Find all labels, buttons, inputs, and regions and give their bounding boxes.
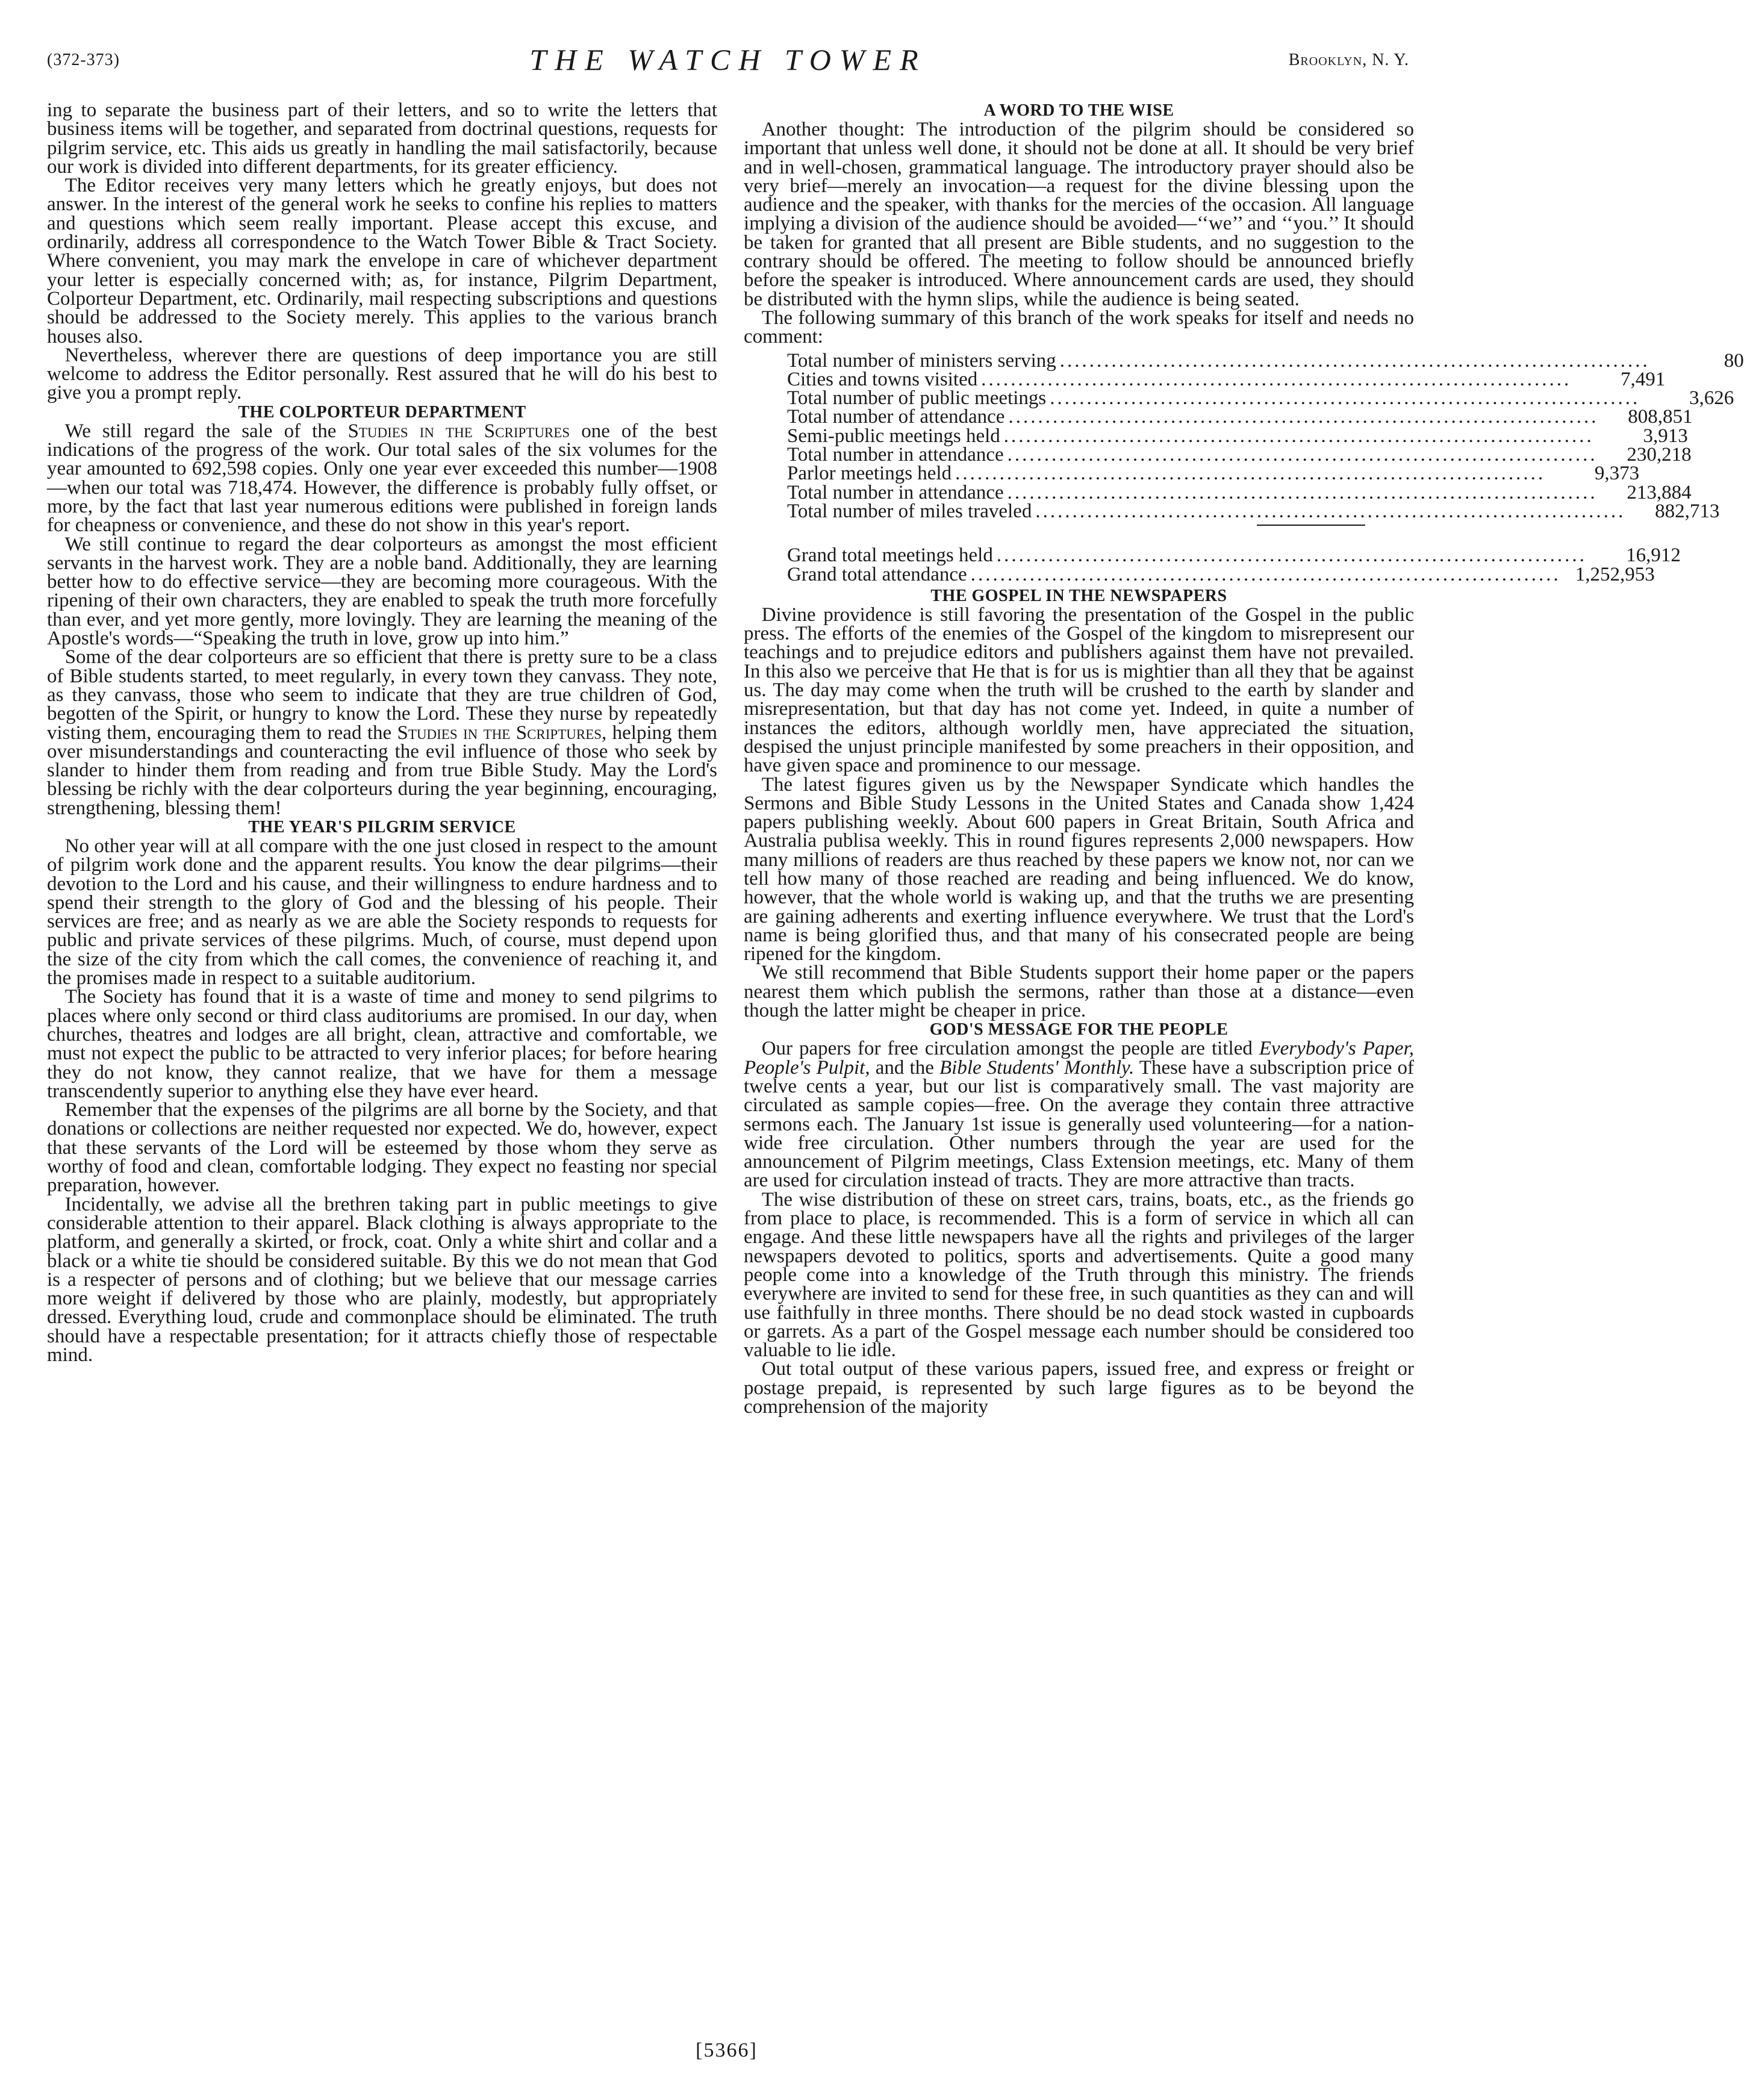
masthead-title: THE WATCH TOWER <box>529 43 927 76</box>
stat-row <box>787 349 1744 372</box>
total-value: 16,912 <box>1626 544 1681 567</box>
paragraph: Incidentally, we advise all the brethren taking part in public meetings to give considerable attention to their apparel. Black clothing is always appropriate to the platform, and generally a skirted, or frock, coat. Only a white shirt and collar and a black or a white tie should be considered suitable. By this we do not mean that God is a respecter of persons and of clothing; but we believe that our message carries more weight if delivered by those who are plainly, modestly, but appropriately dressed. Everything loud, crude and commonplace should be eliminated. The truth should have a respectable presentation; for it attracts chiefly those of respectable mind. <box>47 1193 717 1366</box>
stat-row <box>787 406 1693 428</box>
text-run: We still regard the sale of the <box>64 420 348 442</box>
stat-label: Cities and towns visited <box>787 368 978 390</box>
total-row <box>787 563 1655 585</box>
stat-label: Total number in attendance <box>787 481 1004 503</box>
paper-title: Bible Students' Monthly. <box>939 1056 1135 1079</box>
paragraph: We still continue to regard the dear colporteurs as amongst the most efficient servants in the harvest work. They are a noble band. Additionally, they are learning better how to do effective service—they are becoming more courageous. With the ripening of their own characters, they are enabled to speak the truth more forcefully than ever, and yet more gently, more lovingly. They are learning the meaning of the Apostle's words—“Speaking the truth in love, grow up into him.” <box>47 533 717 650</box>
paragraph: No other year will at all compare with the one just closed in respect to the amount of pilgrim work done and the apparent results. You know the dear pilgrims—their devotion to the Lord and his cause, and their willingness to endure hardness and to spend their strength to the glory of God and the blessing of his people. Their services are free; and as nearly as we are able the Society responds to requests for public and private services of these pilgrims. Much, of course, must depend upon the size of the city from which the call comes, the convenience of reaching it, and the promises made in respect to a suitable auditorium. <box>47 835 717 989</box>
total-row <box>787 544 1681 567</box>
stat-value: 3,913 <box>1643 425 1688 447</box>
paragraph: Nevertheless, wherever there are questions of deep importance you are still welcome to address the Editor personally. Rest assured that he will do his best to give you a prompt reply. <box>47 344 717 404</box>
dot-leader: ................................................................................ <box>1050 387 1640 410</box>
stat-value: 3,626 <box>1689 387 1734 410</box>
stat-row <box>787 444 1692 466</box>
publication-place: Brooklyn, N. Y. <box>1288 51 1409 69</box>
total-rule <box>1257 525 1365 526</box>
paragraph: The Society has found that it is a waste of time and money to send pilgrims to places where only second or third class auditoriums are promised. In our day, when churches, theatres and lodges are all bright, clean, attractive and comfortable, we must not expect the public to be attracted to very inferior places; for before hearing they do not know, they cannot realize, that we have for them a message transcendently superior to anything else they have ever heard. <box>47 986 717 1102</box>
stat-row <box>787 500 1720 522</box>
stat-label: Total number of ministers serving <box>787 349 1056 372</box>
stat-row <box>787 368 1666 390</box>
text-run: Our papers for free circulation amongst the people are titled <box>761 1038 1259 1060</box>
paragraph <box>47 648 717 818</box>
dot-leader: ................................................................................ <box>996 544 1587 567</box>
paragraph: Remember that the expenses of the pilgrims are all borne by the Society, and that donations or collections are neither requested nor expected. We do, however, expect that these servants of the Lord will be esteemed by those whom they serve as worthy of food and clean, comfortable lodging. They expect no feasting nor special preparation, however. <box>47 1099 717 1197</box>
text-run: and the <box>870 1056 939 1079</box>
stat-value: 230,218 <box>1627 444 1692 466</box>
stat-label: Total number of public meetings <box>787 387 1047 410</box>
pilgrim-statistics-table <box>787 349 1744 585</box>
total-label: Grand total attendance <box>787 563 967 585</box>
left-column <box>47 101 717 1998</box>
total-value: 1,252,953 <box>1575 563 1655 585</box>
page-number: [5366] <box>696 2039 758 2061</box>
dot-leader: ................................................................................ <box>970 563 1561 585</box>
stat-value: 213,884 <box>1627 481 1692 503</box>
dot-leader: ................................................................................ <box>1007 481 1598 503</box>
section-heading-wise: A WORD TO THE WISE <box>983 101 1174 120</box>
dot-leader: ................................................................................ <box>1008 406 1599 428</box>
section-heading-message: GOD'S MESSAGE FOR THE PEOPLE <box>929 1020 1229 1039</box>
section-heading-pilgrim: THE YEAR'S PILGRIM SERVICE <box>248 817 516 837</box>
paragraph: Divine providence is still favoring the presentation of the Gospel in the public press. The efforts of the enemies of the Gospel of the kingdom to misrepresent our teachings and to prejudice editors and publishers against them have not prevailed. In this also we perceive that He that is for us is mightier than all they that be against us. The day may come when the truth will be crushed to the earth by slander and misrepresentation, but that day has not come yet. Indeed, in quite a number of instances the editors, although worldly men, have appreciated the situation, despised the unjust principle manifested by some preachers in their opposition, and have given space and prominence to our message. <box>744 603 1414 777</box>
paragraph: ing to separate the business part of their letters, and so to write the letters that business items will be together, and separated from doctrinal questions, requests for pilgrim service, etc. This aids us greatly in handling the mail satisfactorily, because our work is divided into different departments, for its greater efficiency. <box>47 99 717 178</box>
paragraph <box>744 1039 1414 1190</box>
paragraph <box>47 422 717 535</box>
dot-leader: ................................................................................ <box>1003 425 1594 447</box>
dot-leader: ................................................................................ <box>1059 349 1650 372</box>
total-label: Grand total meetings held <box>787 544 993 567</box>
stat-row <box>787 463 1640 485</box>
book-title: Studies in the Scriptures <box>347 420 570 442</box>
section-heading-newspapers: THE GOSPEL IN THE NEWSPAPERS <box>930 586 1227 605</box>
text-run: Some of the dear colporteurs are so efficient that there is pretty sure to be a class of Bible students started, to meet regularly, in every town they canvass. They note, as they canvass, those who seem to indicate that they are true children of God, begotten of the Spirit, or hungry to know the Lord. These they nurse by repeatedly visting them, encouraging them to read the <box>47 646 717 744</box>
stat-value: 7,491 <box>1621 368 1666 390</box>
book-title: Studies in the Scriptures <box>397 721 602 744</box>
stat-row <box>787 387 1734 410</box>
right-column <box>744 101 1744 1998</box>
page-range: (372-373) <box>47 51 120 69</box>
dot-leader: ................................................................................ <box>981 368 1572 390</box>
stat-row <box>787 425 1688 447</box>
paragraph: The Editor receives very many letters which he greatly enjoys, but does not answer. In the interest of the general work he seeks to confine his replies to matters and questions which seem really important. Please accept this excuse, and ordinarily, address all correspondence to the Watch Tower Bible & Tract Society. Where convenient, you may mark the envelope in care of whichever department your letter is especially concerned with; as, for instance, Pilgrim Department, Colporteur Department, etc. Ordinarily, mail respecting subscriptions and questions should be addressed to the Society merely. This applies to the various branch houses also. <box>47 175 717 347</box>
paragraph: The wise distribution of these on street cars, trains, boats, etc., as the friends go from place to place, is recommended. This is a form of service in which all can engage. And these little newspapers have all the rights and privileges of the larger newspapers devoted to politics, sports and advertisements. Quite a good many people come into a knowledge of the Truth through this ministry. The friends everywhere are invited to send for these free, in such quantities as they can and will use faithfully in three months. There should be no dead stock wasted in cupboards or garrets. As a part of the Gospel message each number should be considered too valuable to lie idle. <box>744 1188 1414 1362</box>
paper-title: Everybody's Paper, People's Pulpit, <box>744 1038 1414 1079</box>
section-heading-colporteur: THE COLPORTEUR DEPARTMENT <box>238 402 526 422</box>
text-run: one of the best indications of the progress of the work. Our total sales of the six volumes for the year amounted to 692,598 copies. Only one year ever exceeded this number—1908—when our total was 718,474. However, the difference is probably fully offset, or more, by the fact that last year numerous editions were published in foreign lands for cheapness or convenience, and these do not show in this year's report. <box>47 420 717 537</box>
stat-row <box>787 481 1692 503</box>
stat-value: 882,713 <box>1655 500 1720 522</box>
paragraph: Another thought: The introduction of the pilgrim should be considered so important that unless well done, it should not be done at all. It should be very brief and in well-chosen, grammatical language. The introductory prayer should also be very brief—merely an invocation—a request for the divine blessing upon the audience and the speaker, with thanks for the mercies of the occasion. All language implying a division of the audience should be avoided—‘‘we’’ and ‘‘you.’’ It should be taken for granted that all present are Bible students, and no suggestion to the contrary should be offered. The meeting to follow should be announced briefly before the speaker is introduced. Where announcement cards are used, they should be distributed with the hymn slips, while the audience is being seated. <box>744 119 1414 310</box>
paragraph: The following summary of this branch of the work speaks for itself and needs no comment: <box>744 307 1414 348</box>
dot-leader: ................................................................................ <box>1007 444 1598 466</box>
stat-label: Total number in attendance <box>787 444 1004 466</box>
stat-label: Parlor meetings held <box>787 463 952 485</box>
stat-label: Total number of attendance <box>787 406 1005 428</box>
dot-leader: ................................................................................ <box>1035 500 1626 522</box>
paragraph: We still recommend that Bible Students support their home paper or the papers nearest them which publish the sermons, rather than those at a distance—even though the latter might be cheaper in price. <box>744 962 1414 1022</box>
stat-label: Total number of miles traveled <box>787 500 1032 522</box>
page-header <box>47 42 1409 84</box>
text-run: These have a subscription price of twelve cents a year, but our list is comparatively small. The vast majority are circulated as sample copies—free. On the average they contain three attractive sermons each. The January 1st issue is generally used volunteering—for a nation-wide free circulation. Other numbers through the year are used for the announcement of Pilgrim meetings, Class Extension meetings, etc. Many of them are used for circulation instead of tracts. They are more attractive than tracts. <box>744 1056 1415 1192</box>
dot-leader: ................................................................................ <box>955 463 1546 485</box>
stat-value: 80 <box>1724 349 1744 372</box>
spacer <box>787 529 1365 546</box>
paragraph: The latest figures given us by the Newspaper Syndicate which handles the Sermons and Bible Study Lessons in the United States and Canada show 1,424 papers publishing weekly. About 600 papers in Great Britain, South Africa and Australia publisa weekly. This in round figures represents 2,000 newspapers. How many millions of readers are thus reached by these papers we know not, nor can we tell how many of those reached are reading and being influenced. We do know, however, that the whole world is waking up, and that the truths we are presenting are gaining adherents and exerting influence everywhere. We trust that the Lord's name is being glorified thus, and that many of his consecrated people are being ripened for the kingdom. <box>744 773 1414 965</box>
paragraph: Out total output of these various papers, issued free, and express or freight or postage prepaid, is represented by such large figures as to be beyond the comprehension of the majority <box>744 1358 1414 1418</box>
stat-value: 9,373 <box>1594 463 1640 485</box>
stat-value: 808,851 <box>1628 406 1693 428</box>
text-run: , helping them over misunderstandings and counteracting the evil influence of those who seek by slander to hinder them from reading and from true Bible Study. May the Lord's blessing be richly with the dear colporteurs during the year beginning, encouraging, strengthening, blessing them! <box>47 721 717 819</box>
stat-label: Semi-public meetings held <box>787 425 1000 447</box>
